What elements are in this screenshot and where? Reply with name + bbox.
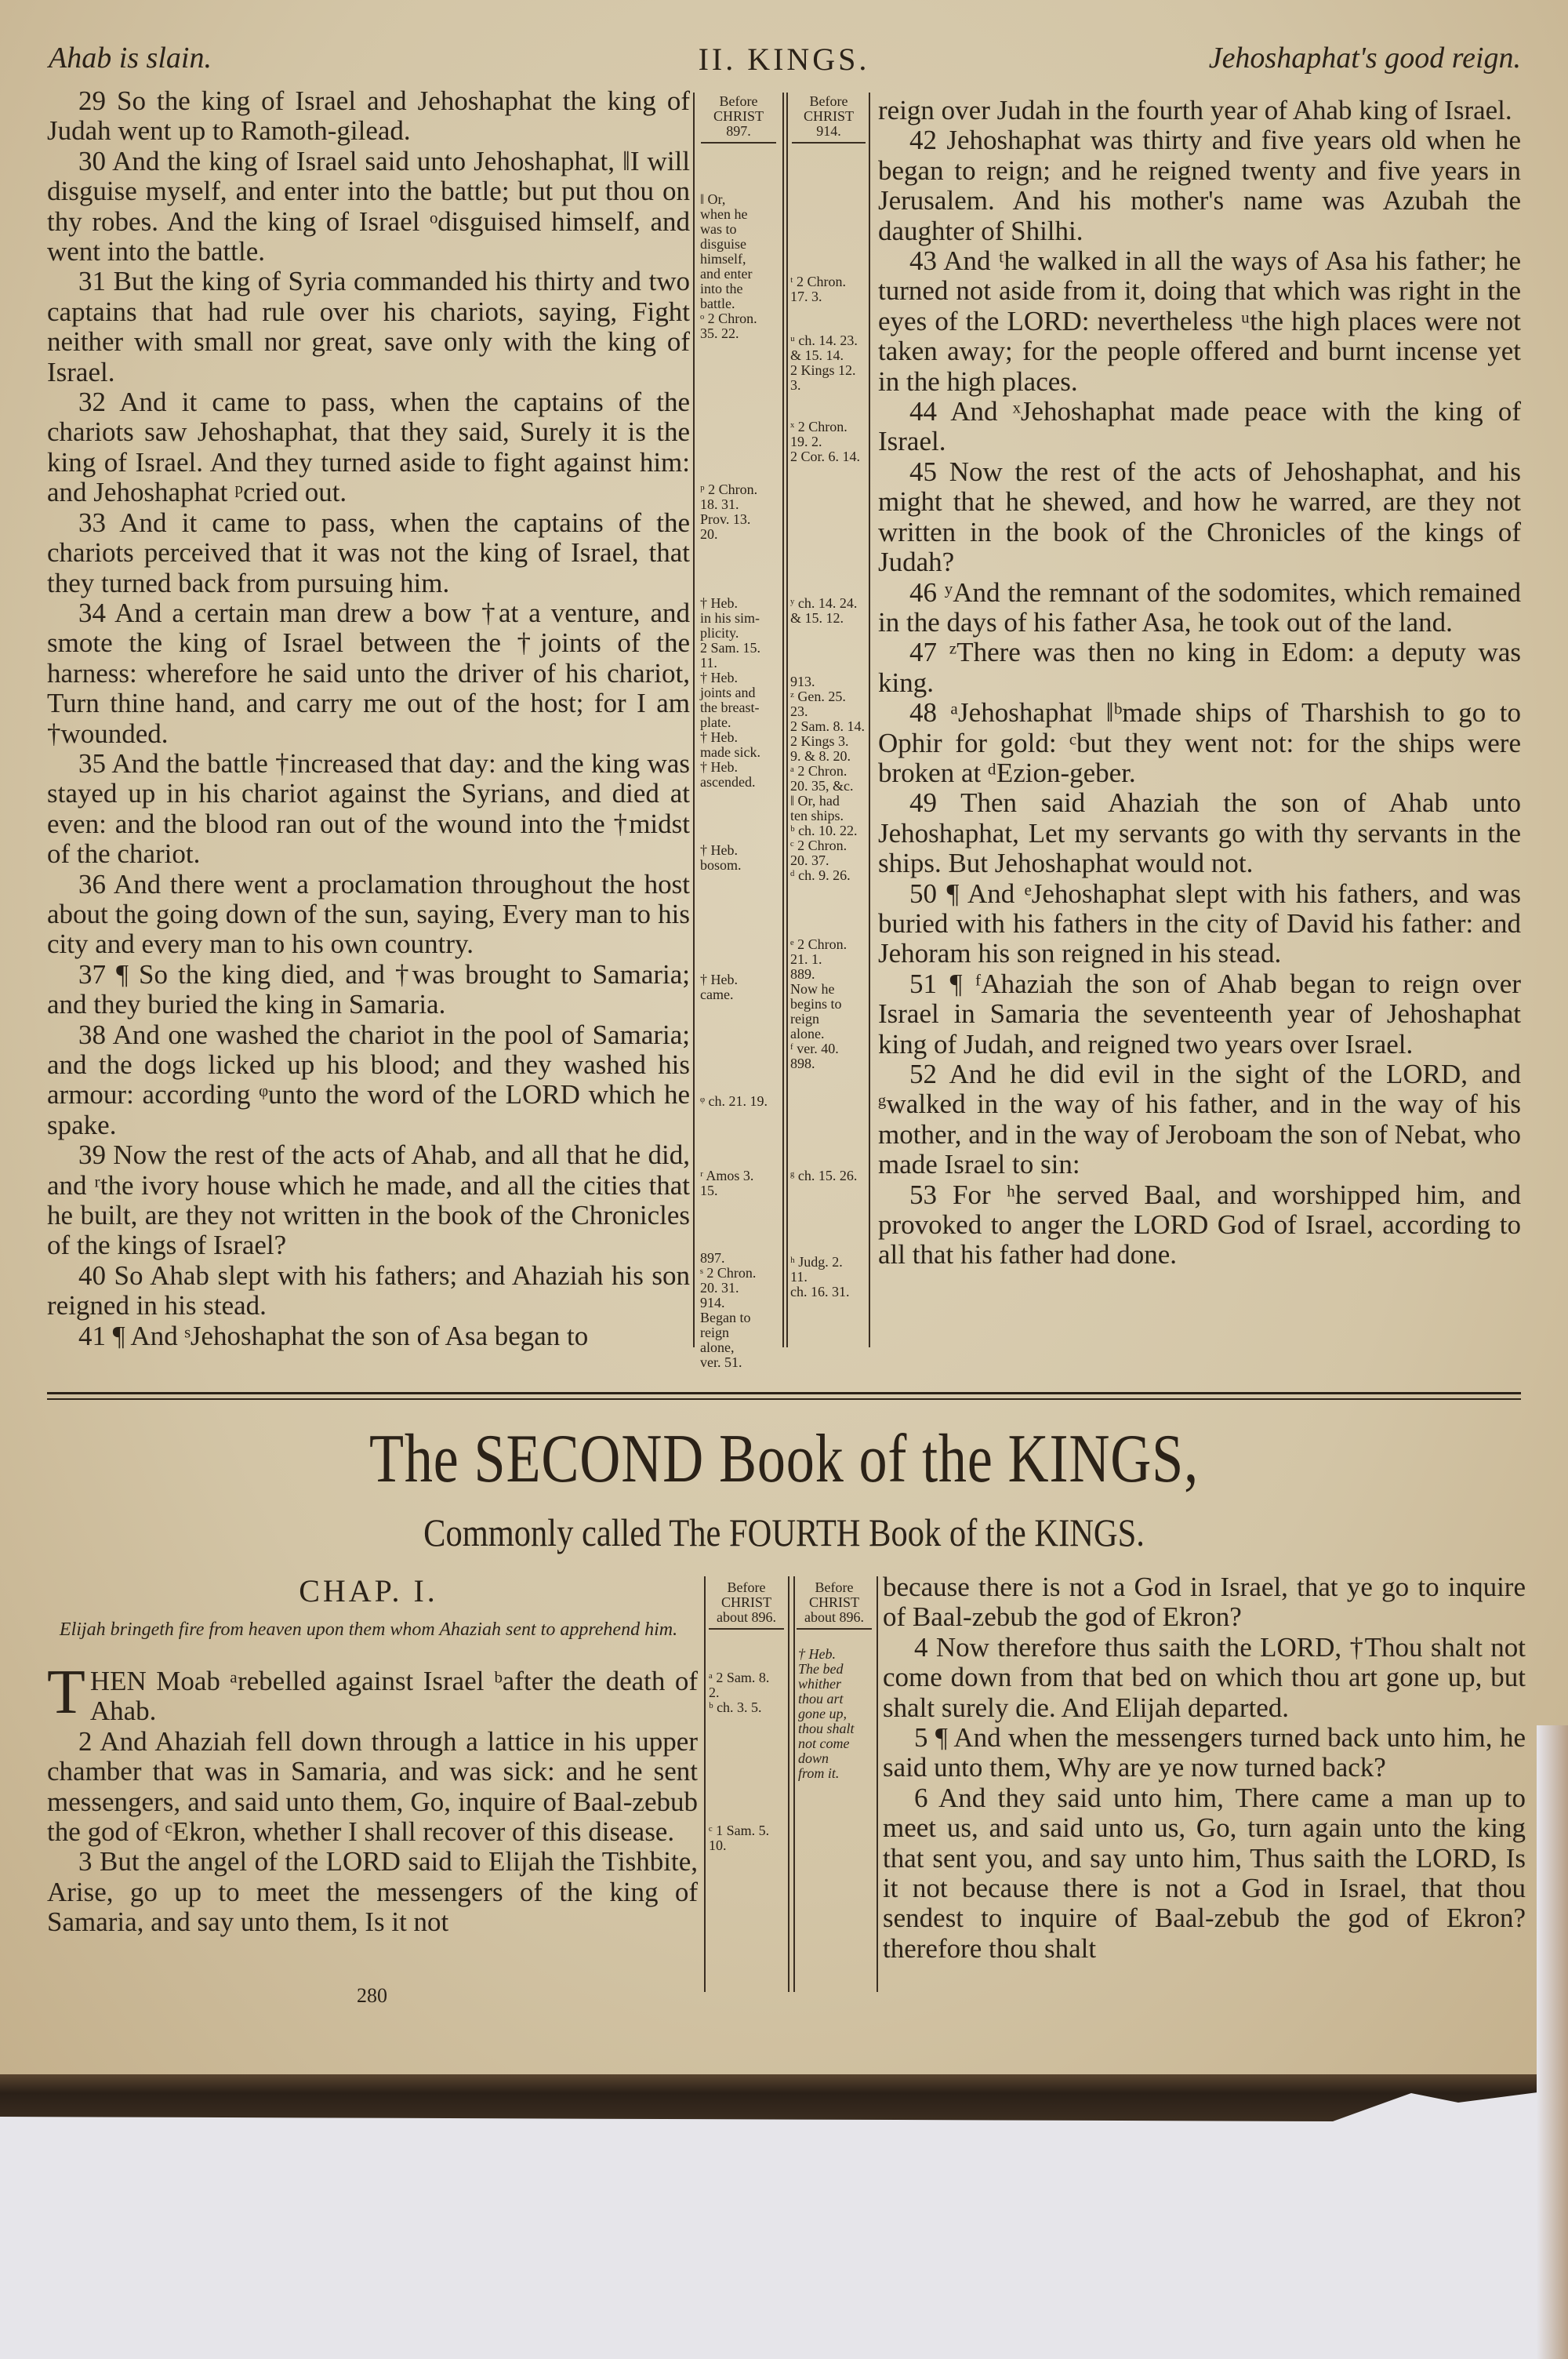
verse: 44 And ˣJehoshaphat made peace with the king of Israel. (878, 396, 1521, 457)
verse: 51 ¶ ᶠAhaziah the son of Ahab began to reign over Israel in Samaria the seventeenth year of Jehoshaphat king of Judah, and reigned two years over Israel. (878, 968, 1521, 1060)
verse: 31 But the king of Syria commanded his thirty and two captains that had rule over his chariots, saying, Fight neither with small nor great, save only with the king of Israel. (47, 266, 690, 387)
drop-cap: T (47, 1658, 85, 1727)
margin-note: ᵃ 2 Sam. 8. 2. ᵇ ch. 3. 5. (709, 1670, 770, 1715)
verse: 48 ᵃJehoshaphat ‖ᵇmade ships of Tharshish to go to Ophir for gold: ᶜbut they went not: for the ships were broken at ᵈEzion-geber. (878, 697, 1521, 788)
margin-note: ᵖ 2 Chron. 18. 31. Prov. 13. 20. (700, 482, 758, 542)
margin-date: Before CHRIST 914. (792, 94, 866, 144)
book-title: The SECOND Book of the KINGS, (368, 1421, 1200, 1497)
book-spine (1537, 1725, 1568, 2359)
margin-note: ᵠ ch. 21. 19. (700, 1093, 768, 1109)
margin-rule (693, 93, 695, 1347)
margin-note: ʰ Judg. 2. 11. ch. 16. 31. (790, 1254, 850, 1299)
margin-rule (788, 1576, 789, 1992)
verse: reign over Judah in the fourth year of Ahab king of Israel. (878, 95, 1512, 125)
margin-note: † Heb. came. (700, 972, 738, 1002)
verse: 37 ¶ So the king died, and †was brought to Samaria; and they buried the king in Samaria. (47, 958, 690, 1020)
top-left-column (47, 86, 690, 1351)
verse: 52 And he did evil in the sight of the LORD, and ᵍwalked in the way of his father, and in the way of his mother, and in the way of Jeroboam the son of Nebat, who made Israel to sin: (878, 1059, 1521, 1180)
verse: because there is not a God in Israel, that ye go to inquire of Baal-zebub the god of Ekron? (883, 1572, 1526, 1633)
running-head-right: Jehoshaphat's good reign. (1208, 42, 1521, 75)
verse: 5 ¶ And when the messengers turned back unto him, he said unto them, Why are ye now turned back? (883, 1722, 1526, 1783)
chapter-heading: CHAP. I. (299, 1573, 438, 1608)
running-head-center: II. KINGS. (698, 42, 870, 77)
book-edge (0, 2074, 1568, 2121)
verse: 47 ᶻThere was then no king in Edom: a deputy was king. (878, 637, 1521, 698)
verse: 45 Now the rest of the acts of Jehoshaphat, and his might that he shewed, and how he warred, are they not written in the book of the Chronicles of the kings of Judah? (878, 456, 1521, 578)
margin-note: † Heb. bosom. (700, 842, 742, 873)
margin-rule (877, 1576, 878, 1992)
chapter-summary: Elijah bringeth fire from heaven upon them whom Ahaziah sent to apprehend him. (59, 1619, 678, 1640)
verse: 43 And ᵗhe walked in all the ways of Asa his father; he turned not aside from it, doing that which was right in the eyes of the LORD: nevertheless ᵘthe high places were not taken away; for the people offered and burnt incense yet in the high places. (878, 245, 1521, 397)
verse: 46 ʸAnd the remnant of the sodomites, which remained in the days of his father Asa, he took out of the land. (878, 576, 1521, 638)
verse: 29 So the king of Israel and Jehoshaphat the king of Judah went up to Ramoth-gilead. (47, 85, 690, 147)
verse: 53 For ʰhe served Baal, and worshipped him, and provoked to anger the LORD God of Israel, according to all that his father had done. (878, 1179, 1521, 1270)
verse: 6 And they said unto him, There came a man up to meet us, and said unto us, Go, turn again unto the king that sent you, and say unto him, Thus saith the LORD, Is it not because there is not a God in Israel, that thou sendest to inquire of Baal-zebub the god of Ekron? therefore thou shalt (883, 1782, 1526, 1964)
verse: 41 ¶ And ˢJehoshaphat the son of Asa began to (78, 1320, 589, 1351)
margin-rule (869, 93, 870, 1347)
verse: 39 Now the rest of the acts of Ahab, and all that he did, and ʳthe ivory house which he made, and all the cities that he built, are they not written in the book of the Chronicles of the kings of Israel? (47, 1140, 690, 1261)
margin-note: ‖ Or, when he was to disguise himself, and enter into the battle. ᵒ 2 Chron. 35. 22. (700, 191, 757, 341)
margin-rule (793, 1576, 795, 1992)
margin-note: 897. ˢ 2 Chron. 20. 31. 914. Began to reign alone, ver. 51. (700, 1250, 757, 1370)
margin-rule (704, 1576, 706, 1992)
margin-note: † Heb. The bed whither thou art gone up, thou shalt not come down from it. (798, 1646, 855, 1781)
margin-note: ᵍ ch. 15. 26. (790, 1168, 858, 1183)
verse: 4 Now therefore thus saith the LORD, †Thou shalt not come down from that bed on which thou art gone up, but shalt surely die. And Elijah departed. (883, 1631, 1526, 1723)
margin-note: ᶜ 1 Sam. 5. 10. (709, 1823, 770, 1853)
verse: 3 But the angel of the LORD said to Elijah the Tishbite, Arise, go up to meet the messengers of the king of Samaria, and say unto them, Is it not (47, 1846, 698, 1938)
margin-date: Before CHRIST about 896. (797, 1580, 872, 1630)
book-subtitle: Commonly called The FOURTH Book of the KINGS. (423, 1510, 1145, 1554)
verse: 49 Then said Ahaziah the son of Ahab unto Jehoshaphat, Let my servants go with thy servants in the ships. But Jehoshaphat would not. (878, 787, 1521, 879)
margin-rule (782, 93, 784, 1347)
verse: 33 And it came to pass, when the captains of the chariots perceived that it was not the king of Israel, that they turned back from pursuing him. (47, 507, 690, 598)
margin-note: † Heb. in his sim- plicity. 2 Sam. 15. 11. † Heb. joints and the breast- plate. † Heb. made sick. † Heb. ascended. (700, 595, 761, 790)
running-head-left: Ahab is slain. (49, 42, 212, 75)
verse: HEN Moab ᵃrebelled against Israel ᵇafter the death of Ahab. (89, 1666, 698, 1727)
verse: 50 ¶ And ᵉJehoshaphat slept with his fathers, and was buried with his fathers in the city of David his father: and Jehoram his son reigned in his stead. (878, 878, 1521, 969)
margin-note: ʳ Amos 3. 15. (700, 1168, 754, 1198)
verse: 42 Jehoshaphat was thirty and five years old when he began to reign; and he reigned twenty and five years in Jerusalem. And his mother's name was Azubah the daughter of Shilhi. (878, 125, 1521, 246)
verse: 36 And there went a proclamation throughout the host about the going down of the sun, saying, Every man to his city and every man to his own country. (47, 868, 690, 960)
margin-note: ᵘ ch. 14. 23. & 15. 14. 2 Kings 12. 3. (790, 333, 858, 393)
verse: 40 So Ahab slept with his fathers; and Ahaziah his son reigned in his stead. (47, 1259, 690, 1321)
section-rule (47, 1392, 1521, 1394)
verse: 30 And the king of Israel said unto Jehoshaphat, ‖I will disguise myself, and enter into the battle; but put thou on thy robes. And the king of Israel ᵒdisguised himself, and went into the battle. (47, 145, 690, 267)
section-rule (47, 1398, 1521, 1400)
margin-note: 913. ᶻ Gen. 25. 23. 2 Sam. 8. 14. 2 Kings 3. 9. & 8. 20. ᵃ 2 Chron. 20. 35, &c. ‖ Or, had ten ships. ᵇ ch. 10. 22. ᶜ 2 Chron. 20. 37. ᵈ ch. 9. 26. (790, 674, 866, 883)
margin-note: ᵉ 2 Chron. 21. 1. 889. Now he begins to reign alone. ᶠ ver. 40. 898. (790, 936, 848, 1071)
verse: 35 And the battle †increased that day: and the king was stayed up in his chariot against the Syrians, and died at even: and the blood ran out of the wound into the †midst of the chariot. (47, 747, 690, 870)
margin-note: ᵗ 2 Chron. 17. 3. (790, 274, 846, 304)
margin-date: Before CHRIST 897. (701, 94, 776, 144)
verse: 32 And it came to pass, when the captains of the chariots saw Jehoshaphat, that they said, Surely it is the king of Israel. And they turned aside to fight against him: and Jehoshaphat ᵖcried out. (47, 387, 690, 508)
verse: 2 And Ahaziah fell down through a lattice in his upper chamber that was in Samaria, and was sick: and he sent messengers, and said unto them, Go, inquire of Baal-zebub the god of ᶜEkron, whether I shall recover of this disease. (47, 1725, 698, 1848)
page-number: 280 (357, 1984, 387, 2007)
margin-note: ˣ 2 Chron. 19. 2. 2 Cor. 6. 14. (790, 419, 861, 464)
bottom-left-column (47, 1658, 698, 1938)
margin-date: Before CHRIST about 896. (709, 1580, 784, 1630)
verse: 38 And one washed the chariot in the pool of Samaria; and the dogs licked up his blood; and they washed his armour: according ᵠunto the word of the LORD which he spake. (47, 1019, 690, 1140)
margin-note: ʸ ch. 14. 24. & 15. 12. (790, 595, 858, 626)
verse: 34 And a certain man drew a bow †at a venture, and smote the king of Israel between the †joints of the harness: wherefore he said unto the driver of his chariot, Turn thine hand, and carry me out of the host; for I am †wounded. (47, 597, 690, 749)
top-right-column (878, 96, 1521, 1270)
bottom-right-column (883, 1572, 1526, 1964)
margin-rule (786, 93, 788, 1347)
